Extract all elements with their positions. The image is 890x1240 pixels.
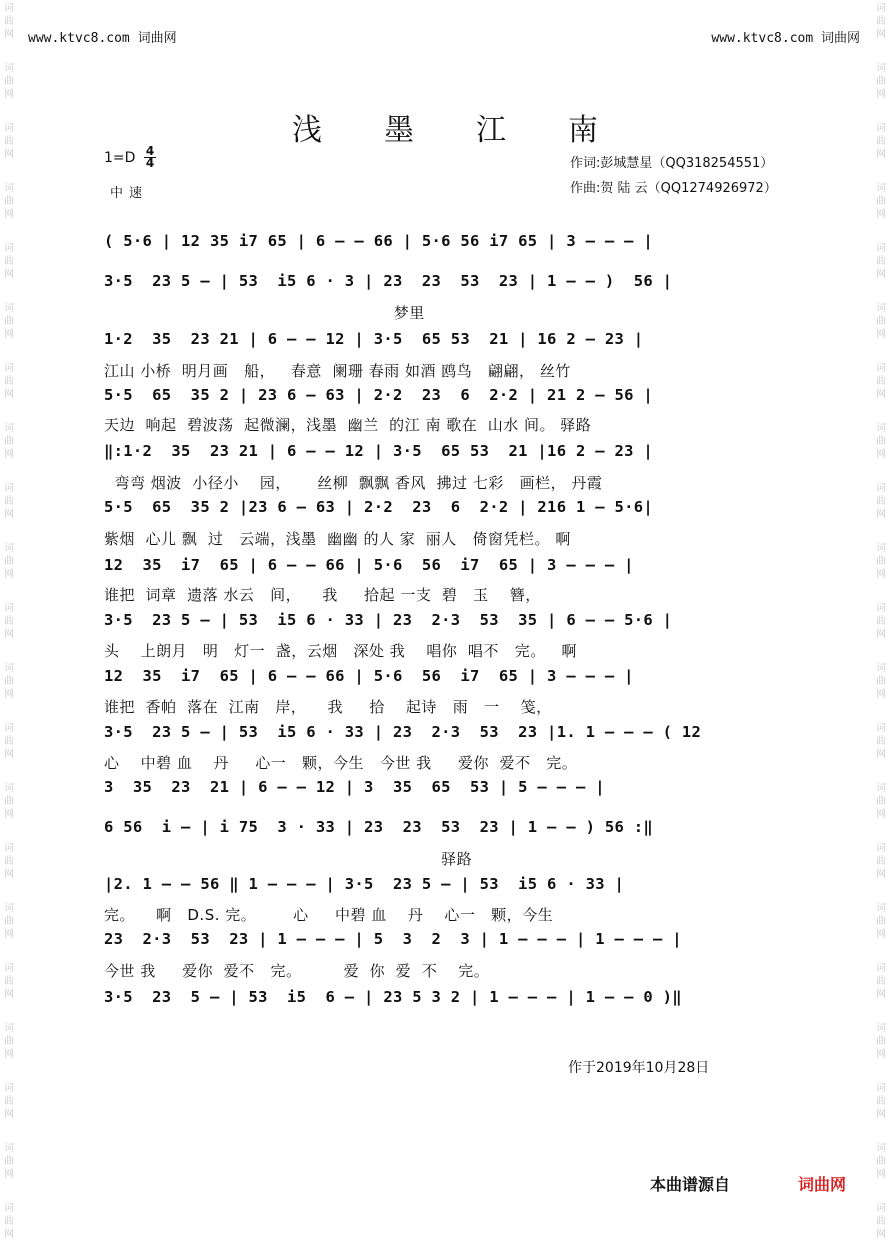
watermark-glyph: 曲 (4, 916, 14, 927)
notation-line: |2. 1 — — 56 ‖ 1 — — — | 3·5 23 5 — | 53 i5 6 · 33 | (104, 875, 625, 893)
time-signature-top: 4 (145, 144, 155, 158)
notation-line: 5·5 65 35 2 | 23 6 — 63 | 2·2 23 6 2·2 | 21 2 — 56 | (104, 386, 654, 404)
watermark-glyph: 曲 (4, 376, 14, 387)
watermark-glyph: 曲 (876, 1036, 886, 1047)
header-site-left: www.ktvc8.com 词曲网 (28, 31, 177, 46)
watermark-glyph: 词 (876, 243, 886, 254)
notation-line: 3·5 23 5 — | 53 i5 6 — | 23 5 3 2 | 1 — — — | 1 — — 0 )‖ (104, 988, 682, 1006)
watermark-glyph: 词 (876, 123, 886, 134)
watermark-glyph: 网 (876, 209, 886, 220)
watermark-glyph: 曲 (4, 796, 14, 807)
watermark-glyph: 曲 (4, 196, 14, 207)
watermark-glyph: 网 (876, 449, 886, 460)
lyric-line: 江山 小桥 明月画 船， 春意 阑珊 春雨 如酒 鸥鸟 翩翩， 丝竹 (104, 362, 571, 380)
lyric-line: 天边 响起 碧波荡 起微澜，浅墨 幽兰 的江 南 歌在 山水 间。 驿路 (104, 416, 592, 434)
tempo-marking: 中速 (110, 186, 149, 201)
lyric-line: 今世 我 爱你 爱不 完。 爱 你 爱 不 完。 (104, 962, 490, 980)
watermark-glyph: 曲 (4, 856, 14, 867)
watermark-glyph: 词 (876, 603, 886, 614)
notation-line: 12 35 i7 65 | 6 — — 66 | 5·6 56 i7 65 | 3 — — — | (104, 667, 634, 685)
watermark-glyph: 曲 (4, 436, 14, 447)
watermark-glyph: 曲 (876, 676, 886, 687)
watermark-glyph: 词 (4, 843, 14, 854)
watermark-glyph: 曲 (876, 376, 886, 387)
watermark-glyph: 曲 (4, 256, 14, 267)
watermark-glyph: 曲 (876, 976, 886, 987)
watermark-glyph: 词 (4, 243, 14, 254)
time-signature-bottom: 4 (145, 156, 155, 170)
watermark-glyph: 网 (4, 209, 14, 220)
watermark-glyph: 网 (876, 809, 886, 820)
notation-line: 23 2·3 53 23 | 1 — — — | 5 3 2 3 | 1 — — — | 1 — — — | (104, 930, 682, 948)
watermark-glyph: 网 (876, 689, 886, 700)
watermark-glyph: 网 (4, 869, 14, 880)
watermark-glyph: 网 (876, 1109, 886, 1120)
watermark-glyph: 网 (876, 629, 886, 640)
watermark-glyph: 词 (876, 1203, 886, 1214)
watermark-glyph: 网 (4, 29, 14, 40)
watermark-glyph: 曲 (876, 196, 886, 207)
watermark-glyph: 曲 (4, 736, 14, 747)
notation-line: ‖:1·2 35 23 21 | 6 — — 12 | 3·5 65 53 21 |16 2 — 23 | (104, 442, 654, 460)
watermark-glyph: 词 (876, 723, 886, 734)
watermark-glyph: 网 (876, 389, 886, 400)
watermark-glyph: 词 (4, 963, 14, 974)
watermark-glyph: 词 (876, 183, 886, 194)
watermark-glyph: 词 (4, 543, 14, 554)
watermark-glyph: 网 (4, 449, 14, 460)
watermark-glyph: 词 (876, 363, 886, 374)
watermark-glyph: 网 (876, 1229, 886, 1240)
watermark-glyph: 曲 (4, 316, 14, 327)
watermark-glyph: 曲 (876, 916, 886, 927)
watermark-glyph: 曲 (4, 16, 14, 27)
watermark-glyph: 网 (4, 389, 14, 400)
watermark-glyph: 词 (4, 1023, 14, 1034)
watermark-glyph: 网 (4, 89, 14, 100)
source-site-logo: 词曲网 (798, 1175, 847, 1194)
watermark-glyph: 曲 (876, 796, 886, 807)
watermark-glyph: 词 (4, 1203, 14, 1214)
composer-credit: 作曲:贺 陆 云（QQ1274926972） (570, 181, 777, 196)
watermark-glyph: 词 (4, 663, 14, 674)
composition-date: 作于2019年10月28日 (568, 1060, 710, 1076)
watermark-glyph: 词 (4, 183, 14, 194)
watermark-glyph: 曲 (4, 1096, 14, 1107)
watermark-glyph: 曲 (4, 676, 14, 687)
watermark-glyph: 曲 (4, 496, 14, 507)
notation-line: 6 56 i — | i 75 3 · 33 | 23 23 53 23 | 1 — — ) 56 :‖ (104, 818, 654, 836)
watermark-glyph: 词 (876, 663, 886, 674)
watermark-glyph: 词 (876, 1083, 886, 1094)
watermark-glyph: 曲 (876, 436, 886, 447)
watermark-glyph: 曲 (876, 16, 886, 27)
watermark-glyph: 词 (876, 543, 886, 554)
notation-line: 3·5 23 5 — | 53 i5 6 · 3 | 23 23 53 23 | 1 — — ) 56 | (104, 272, 673, 290)
watermark-glyph: 词 (4, 423, 14, 434)
watermark-glyph: 曲 (876, 736, 886, 747)
notation-line: ( 5·6 | 12 35 i7 65 | 6 — — 66 | 5·6 56 i7 65 | 3 — — — | (104, 232, 654, 250)
lyric-line: 弯弯 烟波 小径小 园， 丝柳 飘飘 香风 拂过 七彩 画栏， 丹霞 (104, 474, 603, 492)
watermark-glyph: 网 (876, 89, 886, 100)
watermark-glyph: 网 (4, 989, 14, 1000)
watermark-glyph: 网 (876, 1169, 886, 1180)
watermark-glyph: 网 (4, 629, 14, 640)
watermark-glyph: 词 (876, 483, 886, 494)
watermark-glyph: 网 (4, 1229, 14, 1240)
watermark-glyph: 词 (4, 63, 14, 74)
watermark-glyph: 词 (876, 843, 886, 854)
source-label: 本曲谱源自 (650, 1175, 731, 1194)
watermark-glyph: 词 (4, 1083, 14, 1094)
watermark-glyph: 网 (4, 509, 14, 520)
watermark-glyph: 词 (4, 603, 14, 614)
lyric-line: 完。 啊 D.S. 完。 心 中碧 血 丹 心一 颗，今生 (104, 906, 554, 924)
watermark-glyph: 曲 (876, 616, 886, 627)
watermark-glyph: 网 (876, 989, 886, 1000)
watermark-glyph: 曲 (4, 76, 14, 87)
watermark-glyph: 词 (4, 903, 14, 914)
watermark-glyph: 网 (876, 269, 886, 280)
watermark-glyph: 网 (876, 29, 886, 40)
watermark-glyph: 网 (4, 1049, 14, 1060)
watermark-glyph: 网 (876, 869, 886, 880)
watermark-glyph: 词 (4, 303, 14, 314)
left-watermark-strip (2, 0, 16, 1240)
notation-line: 12 35 i7 65 | 6 — — 66 | 5·6 56 i7 65 | 3 — — — | (104, 556, 634, 574)
notation-line: 3 35 23 21 | 6 — — 12 | 3 35 65 53 | 5 — — — | (104, 778, 605, 796)
watermark-glyph: 网 (4, 689, 14, 700)
watermark-glyph: 词 (4, 723, 14, 734)
watermark-glyph: 曲 (4, 1216, 14, 1227)
watermark-glyph: 曲 (876, 556, 886, 567)
watermark-glyph: 曲 (4, 556, 14, 567)
lyric-line: 梦里 (104, 304, 425, 322)
watermark-glyph: 网 (876, 929, 886, 940)
watermark-glyph: 网 (4, 269, 14, 280)
watermark-glyph: 曲 (876, 76, 886, 87)
watermark-glyph: 词 (4, 123, 14, 134)
watermark-glyph: 网 (4, 329, 14, 340)
watermark-glyph: 词 (876, 3, 886, 14)
watermark-glyph: 网 (4, 1109, 14, 1120)
watermark-glyph: 曲 (4, 1036, 14, 1047)
lyric-line: 头 上朗月 明 灯一 盏，云烟 深处 我 唱你 唱不 完。 啊 (104, 642, 578, 660)
watermark-glyph: 网 (4, 569, 14, 580)
watermark-glyph: 词 (876, 423, 886, 434)
header-site-right: www.ktvc8.com 词曲网 (711, 31, 860, 46)
watermark-glyph: 网 (4, 809, 14, 820)
watermark-glyph: 词 (876, 1143, 886, 1154)
watermark-glyph: 曲 (876, 316, 886, 327)
watermark-glyph: 网 (876, 149, 886, 160)
watermark-glyph: 曲 (876, 1096, 886, 1107)
watermark-glyph: 网 (4, 1169, 14, 1180)
watermark-glyph: 网 (876, 1049, 886, 1060)
notation-line: 3·5 23 5 — | 53 i5 6 · 33 | 23 2·3 53 23 |1. 1 — — — ( 12 (104, 723, 702, 741)
watermark-glyph: 词 (4, 783, 14, 794)
watermark-glyph: 网 (4, 749, 14, 760)
watermark-glyph: 词 (876, 1023, 886, 1034)
watermark-glyph: 曲 (4, 616, 14, 627)
watermark-glyph: 网 (4, 929, 14, 940)
watermark-glyph: 词 (4, 363, 14, 374)
song-title: 浅墨江南 (292, 113, 660, 148)
watermark-glyph: 曲 (4, 136, 14, 147)
time-signature (144, 146, 156, 169)
right-watermark-strip (874, 0, 888, 1240)
notation-line: 5·5 65 35 2 |23 6 — 63 | 2·2 23 6 2·2 | 216 1 — 5·6| (104, 498, 654, 516)
watermark-glyph: 词 (4, 1143, 14, 1154)
watermark-glyph: 词 (876, 783, 886, 794)
watermark-glyph: 曲 (4, 1156, 14, 1167)
watermark-glyph: 曲 (876, 856, 886, 867)
watermark-glyph: 曲 (4, 976, 14, 987)
notation-line: 3·5 23 5 — | 53 i5 6 · 33 | 23 2·3 53 35 | 6 — — 5·6 | (104, 611, 673, 629)
watermark-glyph: 网 (876, 329, 886, 340)
notation-line: 1·2 35 23 21 | 6 — — 12 | 3·5 65 53 21 | 16 2 — 23 | (104, 330, 644, 348)
lyric-line: 驿路 (104, 850, 473, 868)
watermark-glyph: 词 (4, 483, 14, 494)
lyricist-credit: 作词:彭城慧星（QQ318254551） (570, 156, 774, 171)
watermark-glyph: 曲 (876, 1156, 886, 1167)
watermark-glyph: 词 (4, 3, 14, 14)
watermark-glyph: 网 (876, 569, 886, 580)
watermark-glyph: 词 (876, 963, 886, 974)
watermark-glyph: 词 (876, 303, 886, 314)
watermark-glyph: 曲 (876, 1216, 886, 1227)
lyric-line: 谁把 词章 遗落 水云 间， 我 拾起 一支 碧 玉 簪， (104, 586, 541, 604)
watermark-glyph: 网 (4, 149, 14, 160)
watermark-glyph: 曲 (876, 136, 886, 147)
watermark-glyph: 网 (876, 509, 886, 520)
lyric-line: 谁把 香帕 落在 江南 岸， 我 拾 起诗 雨 一 笺， (104, 698, 552, 716)
watermark-glyph: 网 (876, 749, 886, 760)
key-signature: 1=D (104, 150, 136, 166)
watermark-glyph: 曲 (876, 256, 886, 267)
watermark-glyph: 词 (876, 63, 886, 74)
watermark-glyph: 词 (876, 903, 886, 914)
watermark-glyph: 曲 (876, 496, 886, 507)
lyric-line: 心 中碧 血 丹 心一 颗，今生 今世 我 爱你 爱不 完。 (104, 754, 578, 772)
lyric-line: 紫烟 心儿 飘 过 云端，浅墨 幽幽 的人 家 丽人 倚窗凭栏。 啊 (104, 530, 571, 548)
